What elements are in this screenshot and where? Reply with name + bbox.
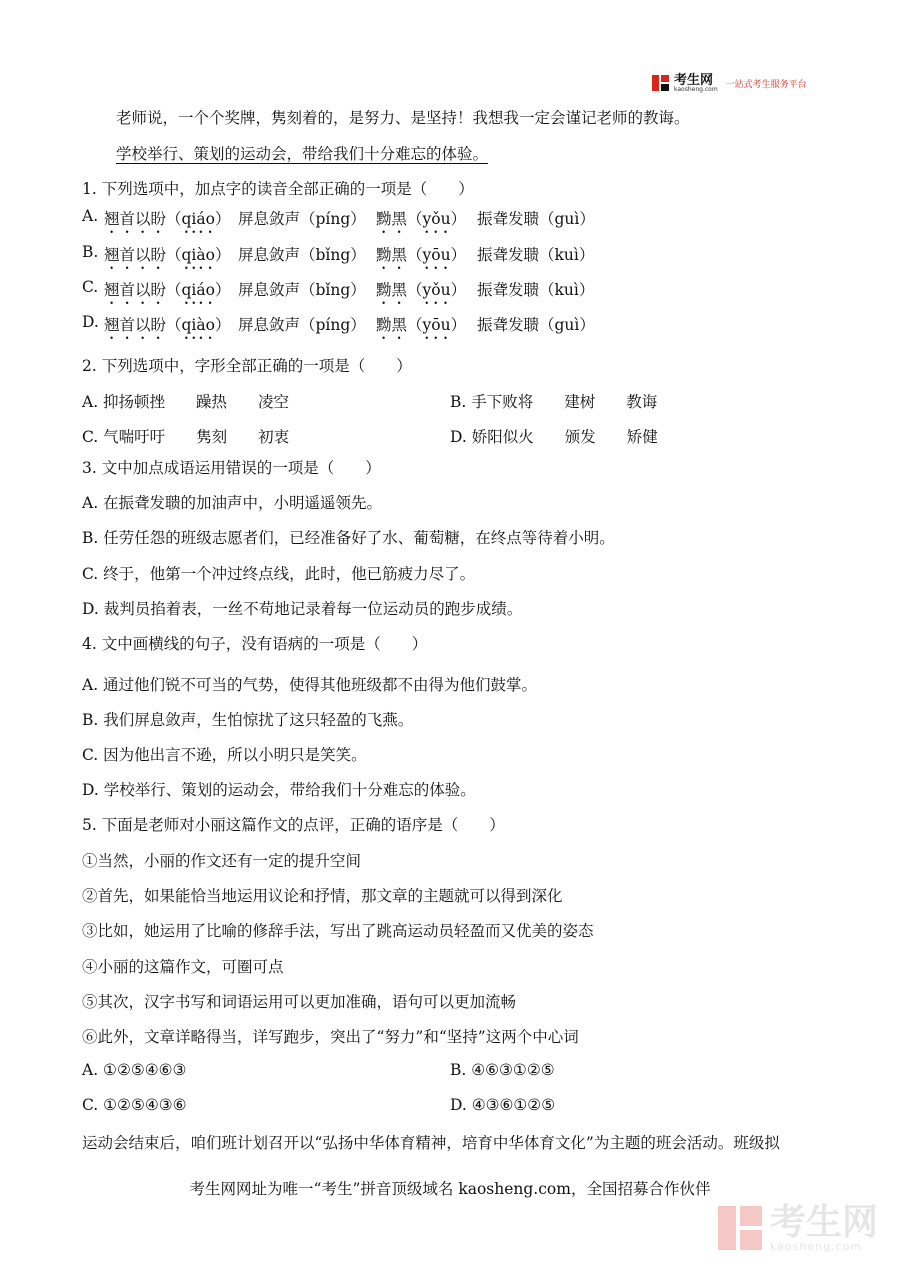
q5-item-6: ⑥此外，文章详略得当，详写跑步，突出了“努力”和“坚持”这两个中心词 — [82, 1028, 579, 1046]
q5-item-5: ⑤其次，汉字书写和词语运用可以更加准确，语句可以更加流畅 — [82, 993, 517, 1011]
watermark-domain: kaosheng.com — [769, 1239, 863, 1253]
page-footer: 考生网网址为唯一“考生”拼音顶级域名 kaosheng.com，全国招募合作伙伴 — [189, 1180, 711, 1198]
q4-stem: 4. 文中画横线的句子，没有语病的一项是（ ） — [82, 635, 428, 653]
q5-option-a: A. ①②⑤④⑥③ — [82, 1061, 187, 1079]
q5-item-2: ②首先，如果能恰当地运用议论和抒情，那文章的主题就可以得到深化 — [82, 887, 563, 905]
logo-slogan: 一站式考生服务平台 — [725, 79, 807, 90]
watermark-logo-icon — [718, 1202, 764, 1254]
passage-line-1: 老师说，一个个奖牌，隽刻着的，是努力、是坚持！我想我一定会谨记老师的教诲。 — [116, 109, 690, 127]
q4-option-b: B. 我们屏息敛声，生怕惊扰了这只轻盈的飞燕。 — [82, 711, 414, 729]
q5-option-c: C. ①②⑤④③⑥ — [82, 1096, 187, 1114]
header-logo — [652, 72, 807, 94]
q3-option-b: B. 任劳任怨的班级志愿者们，已经准备好了水、葡萄糖，在终点等待着小明。 — [82, 529, 615, 547]
logo-domain: kaosheng.com — [674, 85, 718, 93]
q1-stem: 1. 下列选项中，加点字的读音全部正确的一项是（ ） — [82, 180, 474, 198]
q5-option-d: D. ④③⑥①②⑤ — [450, 1096, 556, 1114]
q1-option-c: C. 翘首以盼（qiáo） 屏息敛声（bǐng） 黝黑（yǒu） 振聋发聩（kuì） — [82, 278, 595, 299]
q3-option-d: D. 裁判员掐着表，一丝不苟地记录着每一位运动员的跑步成绩。 — [82, 600, 523, 618]
logo-icon — [652, 73, 670, 93]
logo-name: 考生网 — [674, 72, 714, 88]
q2-option-c: C. 气喘吁吁 隽刻 初衷 — [82, 428, 290, 446]
q4-option-a: A. 通过他们锐不可当的气势，使得其他班级都不由得为他们鼓掌。 — [82, 676, 538, 694]
watermark-name: 考生网 — [769, 1201, 878, 1243]
q2-stem: 2. 下列选项中，字形全部正确的一项是（ ） — [82, 357, 412, 375]
q5-item-1: ①当然，小丽的作文还有一定的提升空间 — [82, 852, 362, 870]
q1-option-b: B. 翘首以盼（qiào） 屏息敛声（bǐng） 黝黑（yōu） 振聋发聩（kuì） — [82, 243, 595, 264]
q5-item-3: ③比如，她运用了比喻的修辞手法，写出了跳高运动员轻盈而又优美的姿态 — [82, 922, 594, 940]
q2-option-b: B. 手下败将 建树 教诲 — [450, 393, 658, 411]
q2-option-a: A. 抑扬顿挫 躁热 凌空 — [82, 393, 290, 411]
q3-option-a: A. 在振聋发聩的加油声中，小明遥遥领先。 — [82, 494, 383, 512]
watermark — [718, 1202, 878, 1254]
q5-option-b: B. ④⑥③①②⑤ — [450, 1061, 555, 1079]
passage-line-2-underlined: 学校举行、策划的运动会，带给我们十分难忘的体验。 — [116, 145, 489, 163]
q4-option-d: D. 学校举行、策划的运动会，带给我们十分难忘的体验。 — [82, 781, 476, 799]
q3-option-c: C. 终于，他第一个冲过终点线，此时，他已筋疲力尽了。 — [82, 565, 476, 583]
q2-option-d: D. 娇阳似火 颁发 矫健 — [450, 428, 658, 446]
q4-option-c: C. 因为他出言不逊，所以小明只是笑笑。 — [82, 746, 367, 764]
q5-stem: 5. 下面是老师对小丽这篇作文的点评，正确的语序是（ ） — [82, 816, 505, 834]
q3-stem: 3. 文中加点成语运用错误的一项是（ ） — [82, 459, 381, 477]
q5-item-4: ④小丽的这篇作文，可圈可点 — [82, 958, 284, 976]
q1-option-a: A. 翘首以盼（qiáo） 屏息敛声（píng） 黝黑（yǒu） 振聋发聩（guì） — [82, 207, 595, 228]
q1-option-d: D. 翘首以盼（qiào） 屏息敛声（píng） 黝黑（yōu） 振聋发聩（guì） — [82, 313, 595, 334]
next-section-intro: 运动会结束后，咱们班计划召开以“弘扬中华体育精神，培育中华体育文化”为主题的班会活动。班级拟 — [82, 1134, 780, 1152]
